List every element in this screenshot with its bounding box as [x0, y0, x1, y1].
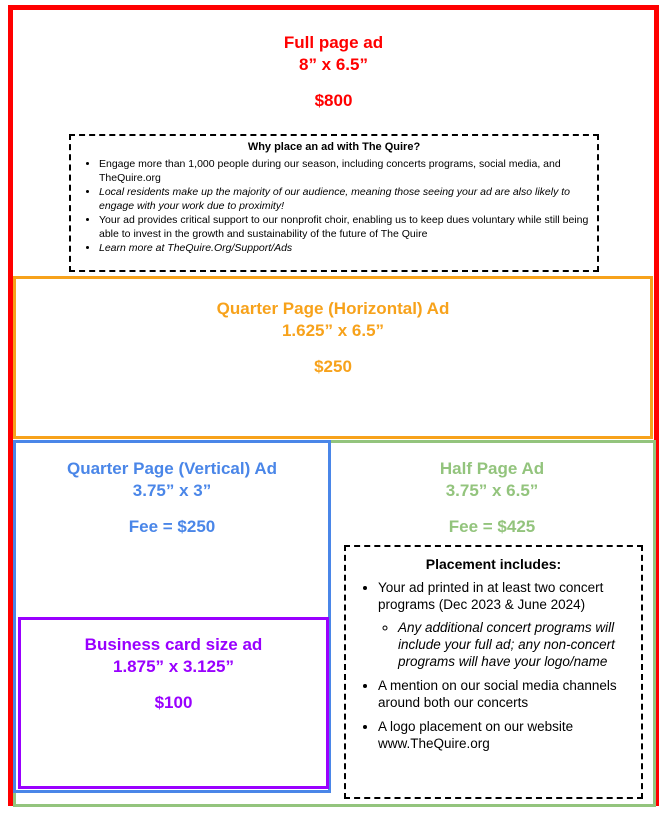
- full-page-ad-header: [8, 32, 659, 112]
- why-item-local: • Local residents make up the majority of our audience, meaning those seeing your ad are also likely to engage with your work due to proximity!: [99, 185, 589, 213]
- half-page-ad-header: [331, 458, 653, 538]
- placement-heading: Placement includes:: [425, 556, 562, 572]
- placement-sublist: [378, 619, 633, 670]
- business-card-ad-fee: $100: [154, 693, 193, 712]
- quarter-horizontal-ad-fee: $250: [314, 357, 352, 376]
- quarter-vertical-ad-fee: Fee = $250: [128, 517, 216, 536]
- why-item-support: • Your ad provides critical support to our nonprofit choir, enabling us to keep dues voluntary while still being able to invest in the growth and sustainability of the future of The Quire: [99, 213, 589, 241]
- why-place-ad-list: [79, 157, 589, 255]
- quarter-horizontal-ad-size: 1.625” x 6.5”: [281, 321, 385, 340]
- full-page-ad-fee: $800: [314, 91, 353, 110]
- placement-item-social: • A mention on our social media channels around both our concerts: [378, 677, 633, 711]
- placement-list: [354, 579, 633, 752]
- placement-item-programs-text: Your ad printed in at least two concert programs (Dec 2023 & June 2024): [378, 580, 604, 612]
- placement-includes-box: [344, 545, 643, 799]
- placement-item-website: • A logo placement on our website www.TheQuire.org: [378, 718, 633, 752]
- full-page-ad-size: 8” x 6.5”: [299, 55, 368, 74]
- quarter-vertical-ad-size: 3.75” x 3”: [132, 481, 212, 500]
- business-card-ad-title: Business card size ad: [84, 635, 263, 654]
- why-item-engage: • Engage more than 1,000 people during our season, including concerts programs, social media, and TheQuire.org: [99, 157, 589, 185]
- full-page-ad-title: Full page ad: [283, 33, 384, 52]
- business-card-ad-box: [18, 617, 329, 789]
- why-item-learn-more: • Learn more at TheQuire.Org/Support/Ads: [99, 241, 589, 255]
- placement-subitem-additional: ◦ Any additional concert programs will include your full ad; any non-concert programs will have your logo/name: [398, 619, 633, 670]
- quarter-horizontal-ad-title: Quarter Page (Horizontal) Ad: [216, 299, 450, 318]
- half-page-ad-fee: Fee = $425: [448, 517, 536, 536]
- placement-item-programs: [378, 579, 633, 670]
- quarter-vertical-ad-title: Quarter Page (Vertical) Ad: [66, 459, 278, 478]
- why-place-ad-heading: Why place an ad with The Quire?: [247, 141, 421, 153]
- quarter-horizontal-ad-box: [13, 276, 653, 439]
- why-place-ad-box: [69, 134, 599, 272]
- business-card-ad-size: 1.875” x 3.125”: [113, 657, 234, 676]
- half-page-ad-size: 3.75” x 6.5”: [445, 481, 539, 500]
- half-page-ad-title: Half Page Ad: [439, 459, 545, 478]
